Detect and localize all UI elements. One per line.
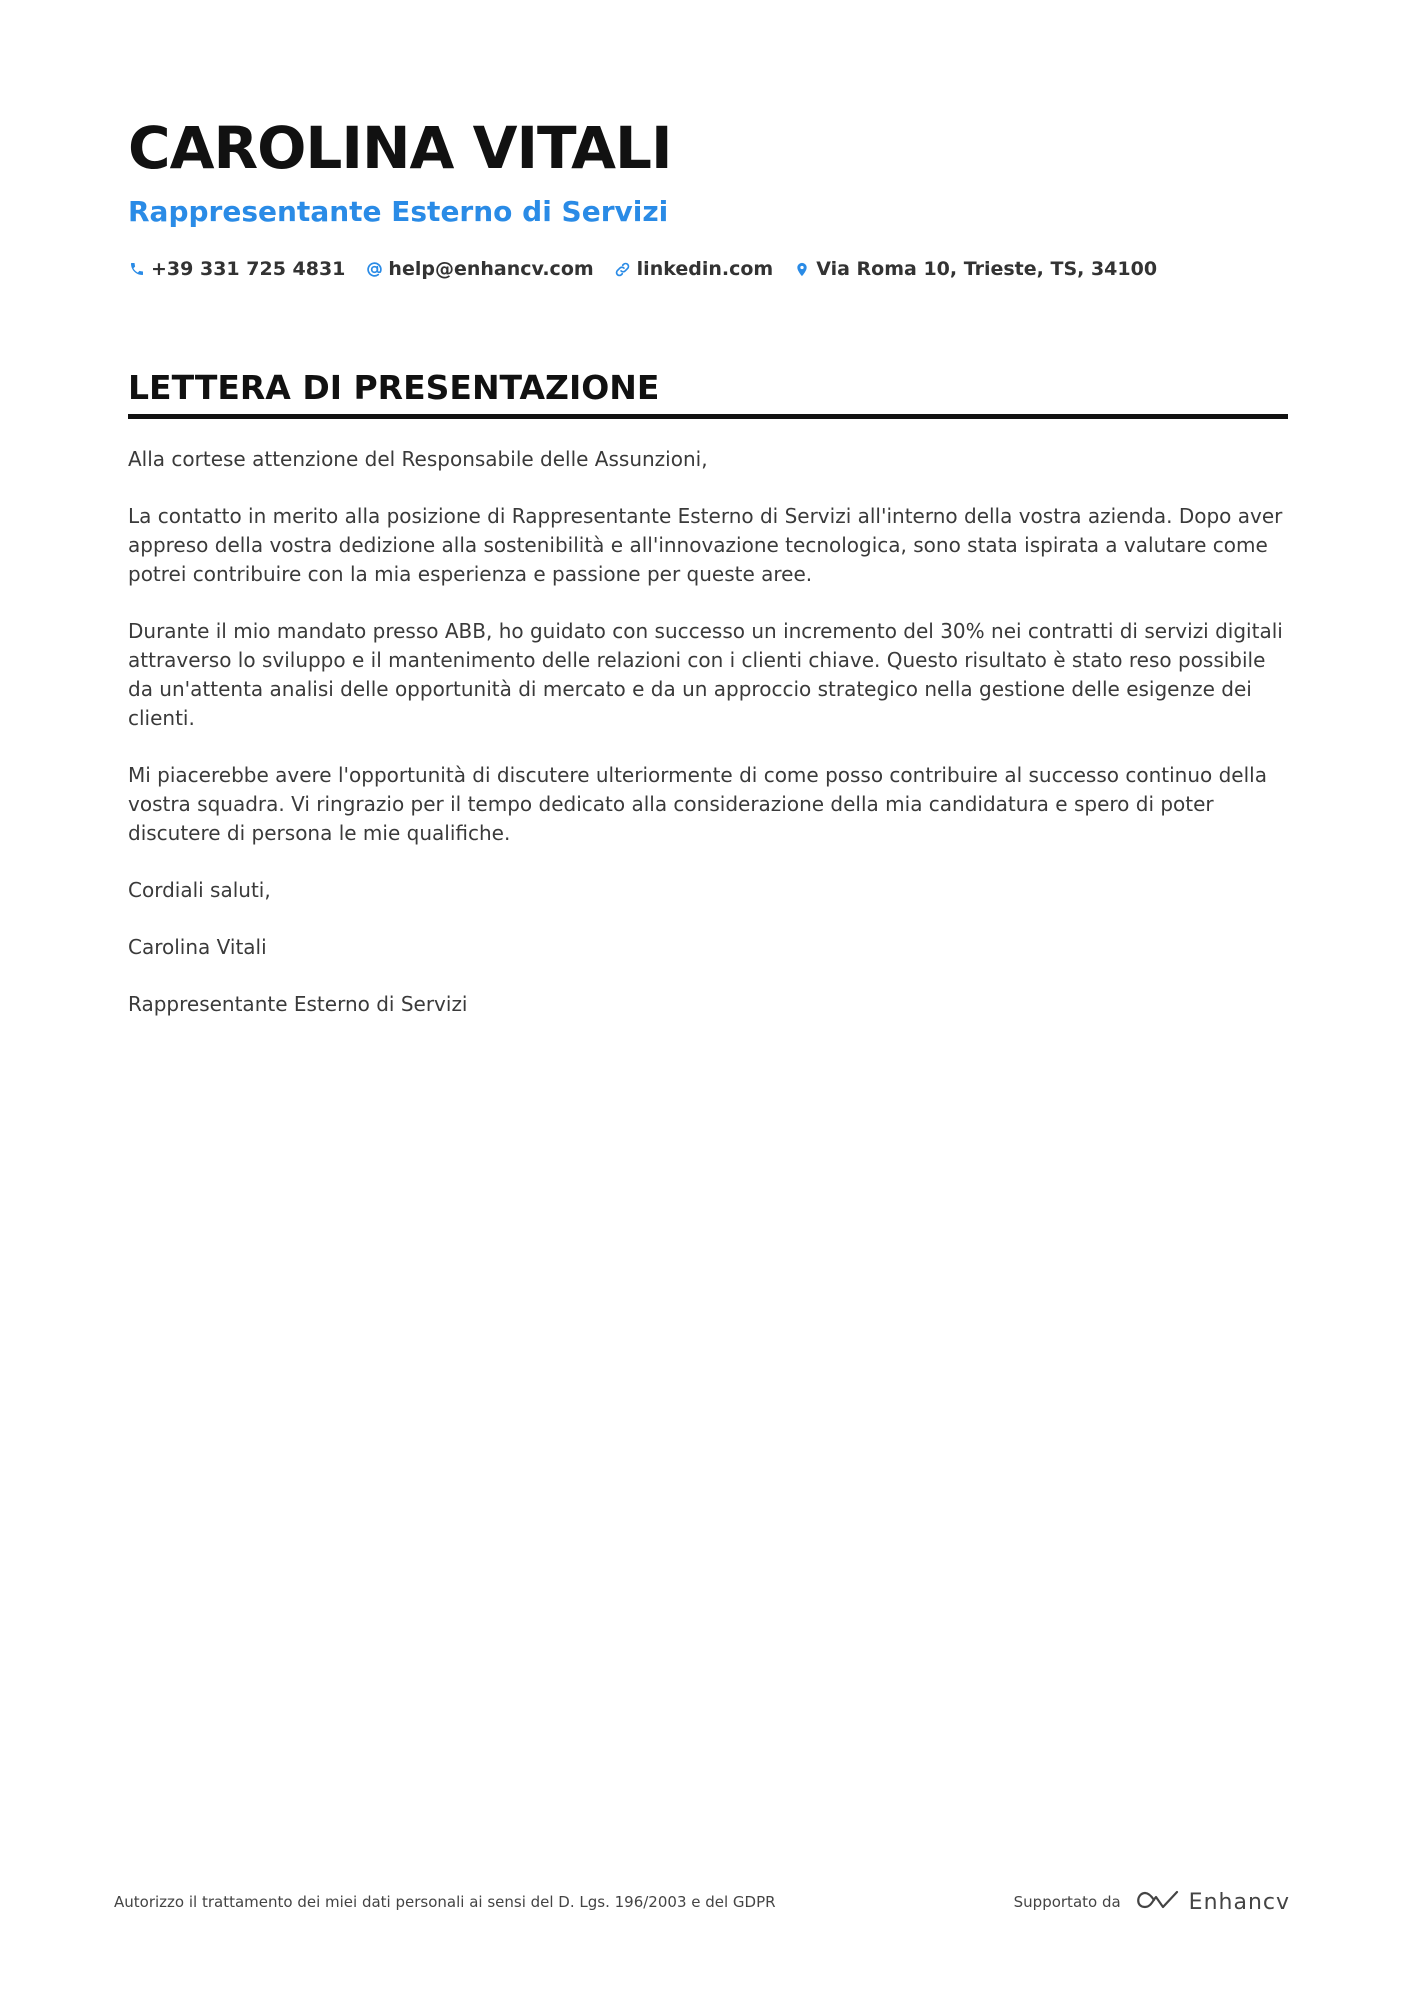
cover-letter-section	[128, 366, 1288, 1047]
footer	[114, 1888, 1290, 1916]
powered-by-label: Supportato da	[1013, 1893, 1121, 1911]
at-icon	[365, 260, 383, 278]
contact-address	[793, 258, 1157, 280]
contact-email[interactable]	[365, 258, 593, 280]
contact-bar	[128, 258, 1288, 280]
location-pin-icon	[793, 260, 811, 278]
letter-salutation: Alla cortese attenzione del Responsabile delle Assunzioni,	[128, 447, 708, 471]
link-icon	[614, 260, 632, 278]
consent-text: Autorizzo il trattamento dei miei dati personali ai sensi del D. Lgs. 196/2003 e del GDPR	[114, 1893, 776, 1911]
powered-by[interactable]	[1014, 1888, 1290, 1916]
brand-name: Enhancv	[1188, 1889, 1290, 1915]
letter-paragraph: Durante il mio mandato presso ABB, ho guidato con successo un incremento del 30% nei contratti di servizi digitali attraverso lo sviluppo e il mantenimento delle relazioni con i clienti chiave. Questo risultato è stato reso possibile da un'attenta analisi delle opportunità di mercato e da un approccio strategico nella gestione delle esigenze dei clienti.	[128, 619, 1283, 730]
link-text[interactable]: linkedin.com	[636, 258, 774, 280]
letter-closing: Cordiali saluti,	[128, 878, 271, 902]
letter-paragraph: La contatto in merito alla posizione di Rappresentante Esterno di Servizi all'interno della vostra azienda. Dopo aver appreso della vostra dedizione alla sostenibilità e all'innovazione tecnologica, sono stata ispirata a valutare come potrei contribuire con la mia esperienza e passione per queste aree.	[128, 504, 1283, 586]
section-title: LETTERA DI PRESENTAZIONE	[128, 366, 1288, 419]
email-text[interactable]: help@enhancv.com	[388, 258, 594, 280]
letter-paragraph: Mi piacerebbe avere l'opportunità di discutere ulteriormente di come posso contribuire al successo continuo della vostra squadra. Vi ringrazio per il tempo dedicato alla considerazione della mia candidatura e spero di poter discutere di persona le mie qualifiche.	[128, 763, 1267, 845]
enhancv-logo-icon	[1133, 1888, 1179, 1916]
contact-link[interactable]	[614, 258, 774, 280]
letter-body	[128, 445, 1288, 1019]
signature-name: Carolina Vitali	[128, 935, 267, 959]
phone-icon	[128, 260, 146, 278]
phone-text: +39 331 725 4831	[151, 258, 346, 280]
contact-phone	[128, 258, 345, 280]
header	[128, 108, 1288, 280]
address-text: Via Roma 10, Trieste, TS, 34100	[816, 258, 1158, 280]
signature-title: Rappresentante Esterno di Servizi	[128, 992, 468, 1016]
candidate-name: CAROLINA VITALI	[128, 114, 672, 182]
candidate-title: Rappresentante Esterno di Servizi	[128, 195, 669, 228]
